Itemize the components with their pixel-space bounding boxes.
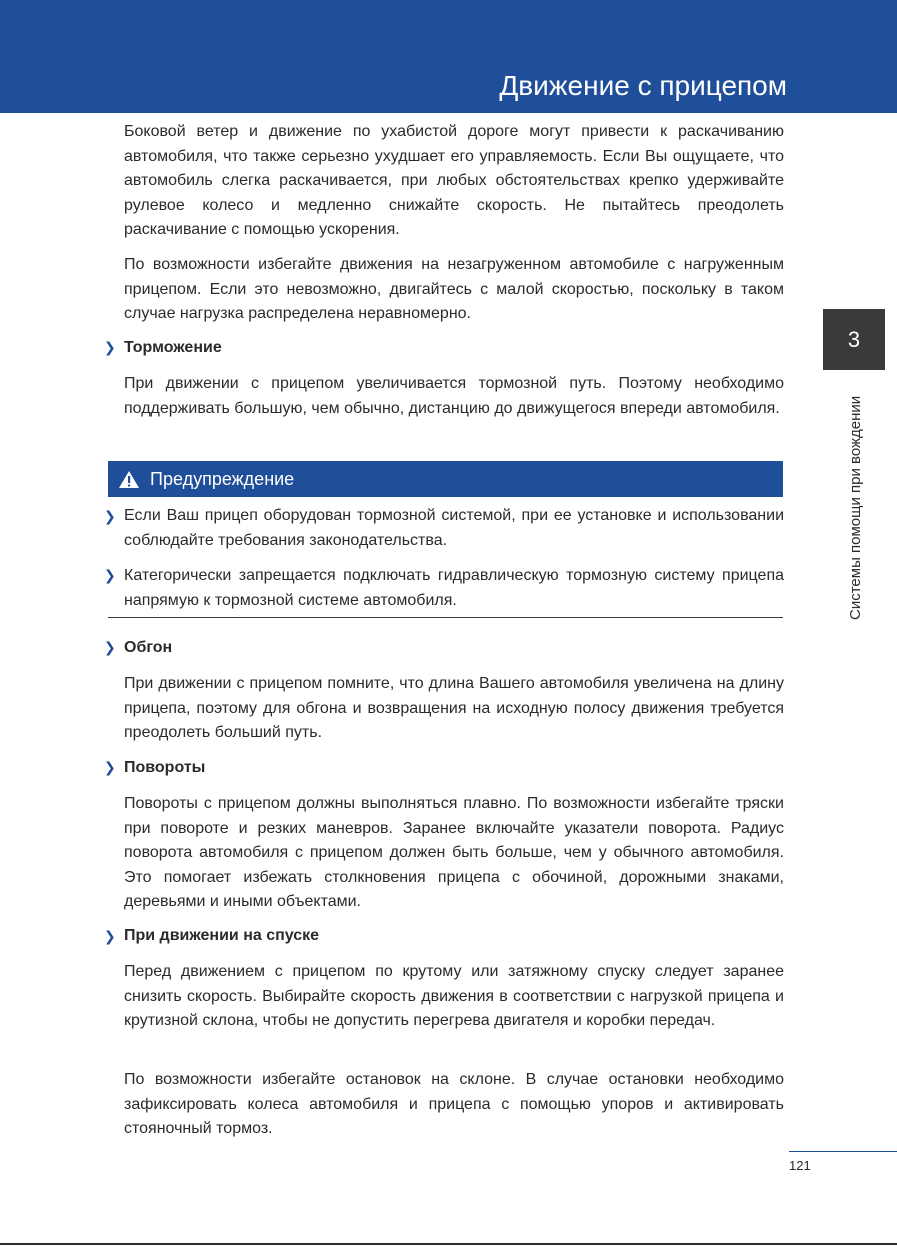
paragraph-braking: При движении с прицепом увеличивается тормозной путь. Поэтому необходимо поддерживать большую, чем обычно, дистанцию до движущегося впереди автомобиля. [124, 375, 784, 417]
paragraph-unloaded: По возможности избегайте движения на незагруженном автомобиле с нагруженным прицепом. Если это невозможно, двигайтесь с малой скоростью, поскольку в таком случае нагрузка распределена неравномерно. [124, 256, 784, 322]
section-heading-braking: Торможение [124, 339, 222, 356]
warning-divider [108, 617, 783, 618]
page-number: 121 [789, 1158, 811, 1173]
chapter-label [847, 380, 865, 625]
paragraph-turns: Повороты с прицепом должны выполняться плавно. По возможности избегайте тряски при повороте и резких маневров. Заранее включайте указатели поворота. Радиус поворота автомобиля с прицепом должен быть больше, чем у обычного автомобиля. Это помогает избежать столкновения прицепа с обочиной, дорожными знаками, деревьями и иными объектами. [124, 795, 784, 910]
header-bar [0, 0, 897, 113]
paragraph-descent-stop: По возможности избегайте остановок на склоне. В случае остановки необходимо зафиксировать колеса автомобиля и прицепа с помощью упоров и активировать стояночный тормоз. [124, 1071, 784, 1137]
section-heading-overtaking: Обгон [124, 639, 173, 656]
chevron-right-icon: ❯ [104, 639, 116, 655]
warning-item-hydraulic: Категорически запрещается подключать гидравлическую тормозную систему прицепа напрямую к тормозной системе автомобиля. [124, 567, 784, 609]
chevron-right-icon: ❯ [104, 567, 116, 583]
chevron-right-icon: ❯ [104, 339, 116, 355]
paragraph-descent-speed: Перед движением с прицепом по крутому или затяжному спуску следует заранее снизить скорость. Выбирайте скорость движения в соответствии с нагрузкой прицепа и крутизной склона, чтобы не допустить перегрева двигателя и коробки передач. [124, 963, 784, 1029]
warning-item-legislation: Если Ваш прицеп оборудован тормозной системой, при ее установке и использовании соблюдайте требования законодательства. [124, 507, 784, 549]
page-bottom-border [0, 1243, 897, 1245]
chevron-right-icon: ❯ [104, 759, 116, 775]
section-heading-turns: Повороты [124, 759, 206, 776]
chapter-label-text: Системы помощи при вождении [847, 395, 864, 620]
page-title: Движение с прицепом [499, 70, 787, 101]
warning-title: Предупреждение [150, 469, 295, 489]
warning-header [108, 461, 783, 497]
chevron-right-icon: ❯ [104, 928, 116, 944]
chevron-right-icon: ❯ [104, 508, 116, 524]
paragraph-sway: Боковой ветер и движение по ухабистой дороге могут привести к раскачиванию автомобиля, что также серьезно ухудшает его управляемость. Если Вы ощущаете, что автомобиль слегка раскачивается, при любых обстоятельствах крепко удерживайте рулевое колесо и медленно снижайте скорость. Не пытайтесь преодолеть раскачивание с помощью ускорения. [124, 123, 784, 238]
page-number-rule [789, 1151, 897, 1152]
paragraph-overtaking: При движении с прицепом помните, что длина Вашего автомобиля увеличена на длину прицепа, поэтому для обгона и возвращения на исходную полосу движения требуется преодолеть больший путь. [124, 675, 784, 741]
section-heading-descent: При движении на спуске [124, 927, 320, 944]
warning-triangle-icon [118, 470, 140, 489]
chapter-tab: 3 [823, 309, 885, 370]
